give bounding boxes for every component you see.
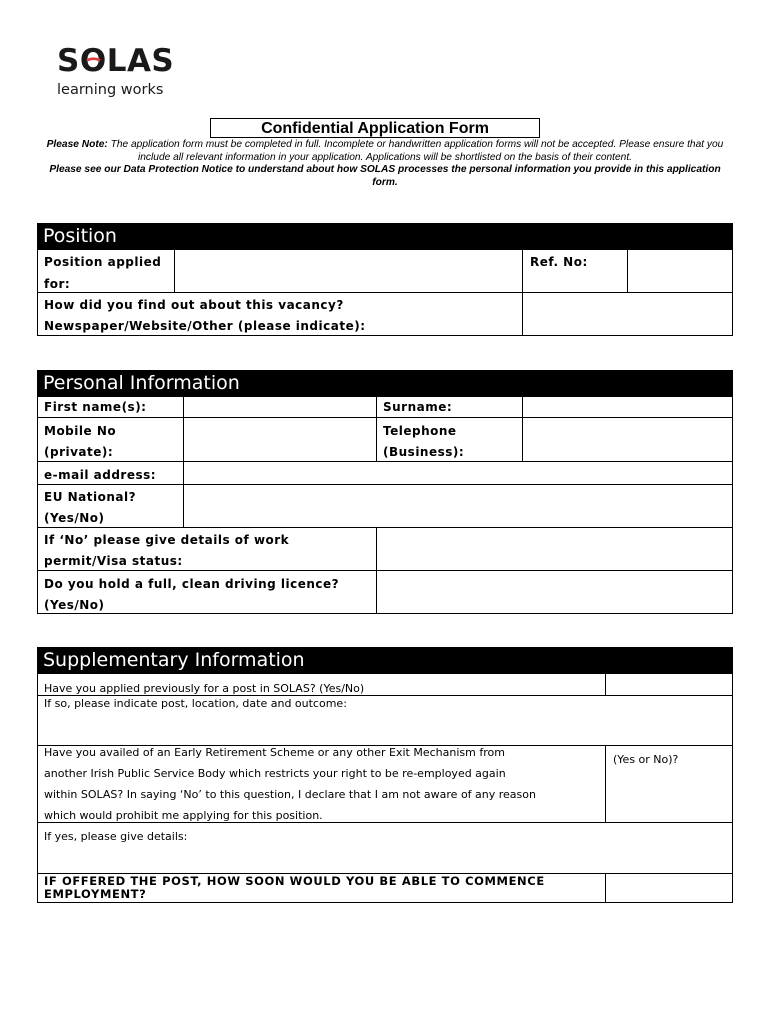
section-header-supplementary: Supplementary Information bbox=[37, 647, 733, 673]
section-header-position: Position bbox=[37, 223, 733, 249]
work-permit-field[interactable] bbox=[376, 527, 733, 571]
form-title: Confidential Application Form bbox=[210, 118, 540, 138]
intro-note bbox=[36, 139, 734, 189]
logo-letters-right: LAS bbox=[106, 43, 175, 79]
driving-licence-label-cell bbox=[37, 570, 377, 614]
surname-label: Surname: bbox=[383, 400, 453, 414]
applied-before-field[interactable] bbox=[605, 673, 733, 696]
first-name-label-cell bbox=[37, 396, 184, 418]
previous-post-details-label: If so, please indicate post, location, date and outcome: bbox=[44, 697, 347, 710]
section-header-personal: Personal Information bbox=[37, 370, 733, 396]
mobile-label: Mobile No bbox=[44, 424, 117, 438]
work-permit-label-cell bbox=[37, 527, 377, 571]
first-name-field[interactable] bbox=[183, 396, 377, 418]
position-applied-label: Position applied bbox=[44, 255, 162, 269]
ref-no-label-cell bbox=[522, 249, 628, 293]
logo-letter-o: O bbox=[79, 43, 107, 79]
early-retirement-label-2: another Irish Public Service Body which restricts your right to be re-employed again bbox=[44, 767, 506, 780]
email-label: e-mail address: bbox=[44, 468, 157, 482]
eu-national-field[interactable] bbox=[183, 484, 733, 528]
early-retirement-label-4: which would prohibit me applying for this position. bbox=[44, 809, 323, 822]
telephone-label-cell bbox=[376, 417, 523, 462]
eu-national-label: EU National? bbox=[44, 490, 137, 504]
note-data-protection: Please see our Data Protection Notice to understand about how SOLAS processes the personal information you provide in this application form. bbox=[49, 164, 721, 188]
commence-label-1: IF OFFERED THE POST, HOW SOON WOULD YOU BE ABLE TO COMMENCE bbox=[44, 874, 545, 888]
ref-no-field[interactable] bbox=[627, 249, 733, 293]
logo-tagline: learning works bbox=[57, 82, 164, 98]
telephone-field[interactable] bbox=[522, 417, 733, 462]
telephone-label-2: (Business): bbox=[383, 445, 465, 459]
note-body: The application form must be completed in full. Incomplete or handwritten application forms will not be accepted. Please ensure that you include all relevant information in your application. Applications will be shortlisted on the basis of their content. bbox=[107, 139, 724, 163]
position-applied-label-2: for: bbox=[44, 277, 71, 291]
early-retirement-details-field[interactable] bbox=[37, 822, 733, 874]
eu-national-label-cell bbox=[37, 484, 184, 528]
early-retirement-field[interactable] bbox=[605, 745, 733, 823]
first-name-label: First name(s): bbox=[44, 400, 147, 414]
work-permit-label: If ‘No’ please give details of work bbox=[44, 533, 290, 547]
commence-label-2: EMPLOYMENT? bbox=[44, 887, 147, 901]
email-label-cell bbox=[37, 461, 184, 485]
mobile-label-cell bbox=[37, 417, 184, 462]
commence-field[interactable] bbox=[605, 873, 733, 903]
telephone-label: Telephone bbox=[383, 424, 457, 438]
early-retirement-label-cell bbox=[37, 745, 606, 823]
driving-licence-label-2: (Yes/No) bbox=[44, 598, 105, 612]
note-prefix: Please Note: bbox=[46, 139, 108, 150]
mobile-label-2: (private): bbox=[44, 445, 114, 459]
ref-no-label: Ref. No: bbox=[530, 255, 588, 269]
driving-licence-field[interactable] bbox=[376, 570, 733, 614]
vacancy-source-label: How did you find out about this vacancy? bbox=[44, 298, 344, 312]
previous-post-details-field[interactable] bbox=[37, 695, 733, 746]
logo-o-mark bbox=[79, 43, 107, 79]
yes-or-no-label: (Yes or No)? bbox=[613, 753, 679, 766]
email-field[interactable] bbox=[183, 461, 733, 485]
surname-label-cell bbox=[376, 396, 523, 418]
mobile-field[interactable] bbox=[183, 417, 377, 462]
work-permit-label-2: permit/Visa status: bbox=[44, 554, 183, 568]
early-retirement-label-1: Have you availed of an Early Retirement Scheme or any other Exit Mechanism from bbox=[44, 746, 505, 759]
position-applied-field[interactable] bbox=[174, 249, 523, 293]
early-retirement-details-label: If yes, please give details: bbox=[44, 830, 188, 843]
applied-before-label-cell bbox=[37, 673, 606, 696]
logo-letters-left: S bbox=[57, 43, 80, 79]
applied-before-label: Have you applied previously for a post in SOLAS? (Yes/No) bbox=[44, 682, 365, 695]
surname-field[interactable] bbox=[522, 396, 733, 418]
eu-national-label-2: (Yes/No) bbox=[44, 511, 105, 525]
logo-accent-icon bbox=[80, 46, 107, 77]
vacancy-source-field[interactable] bbox=[522, 292, 733, 336]
vacancy-source-label-2: Newspaper/Website/Other (please indicate): bbox=[44, 319, 366, 333]
early-retirement-label-3: within SOLAS? In saying ‘No’ to this question, I declare that I am not aware of any reason bbox=[44, 788, 536, 801]
position-applied-label-cell bbox=[37, 249, 175, 293]
vacancy-source-label-cell bbox=[37, 292, 523, 336]
commence-label-cell bbox=[37, 873, 606, 903]
driving-licence-label: Do you hold a full, clean driving licence? bbox=[44, 577, 340, 591]
logo-wordmark bbox=[57, 43, 175, 79]
